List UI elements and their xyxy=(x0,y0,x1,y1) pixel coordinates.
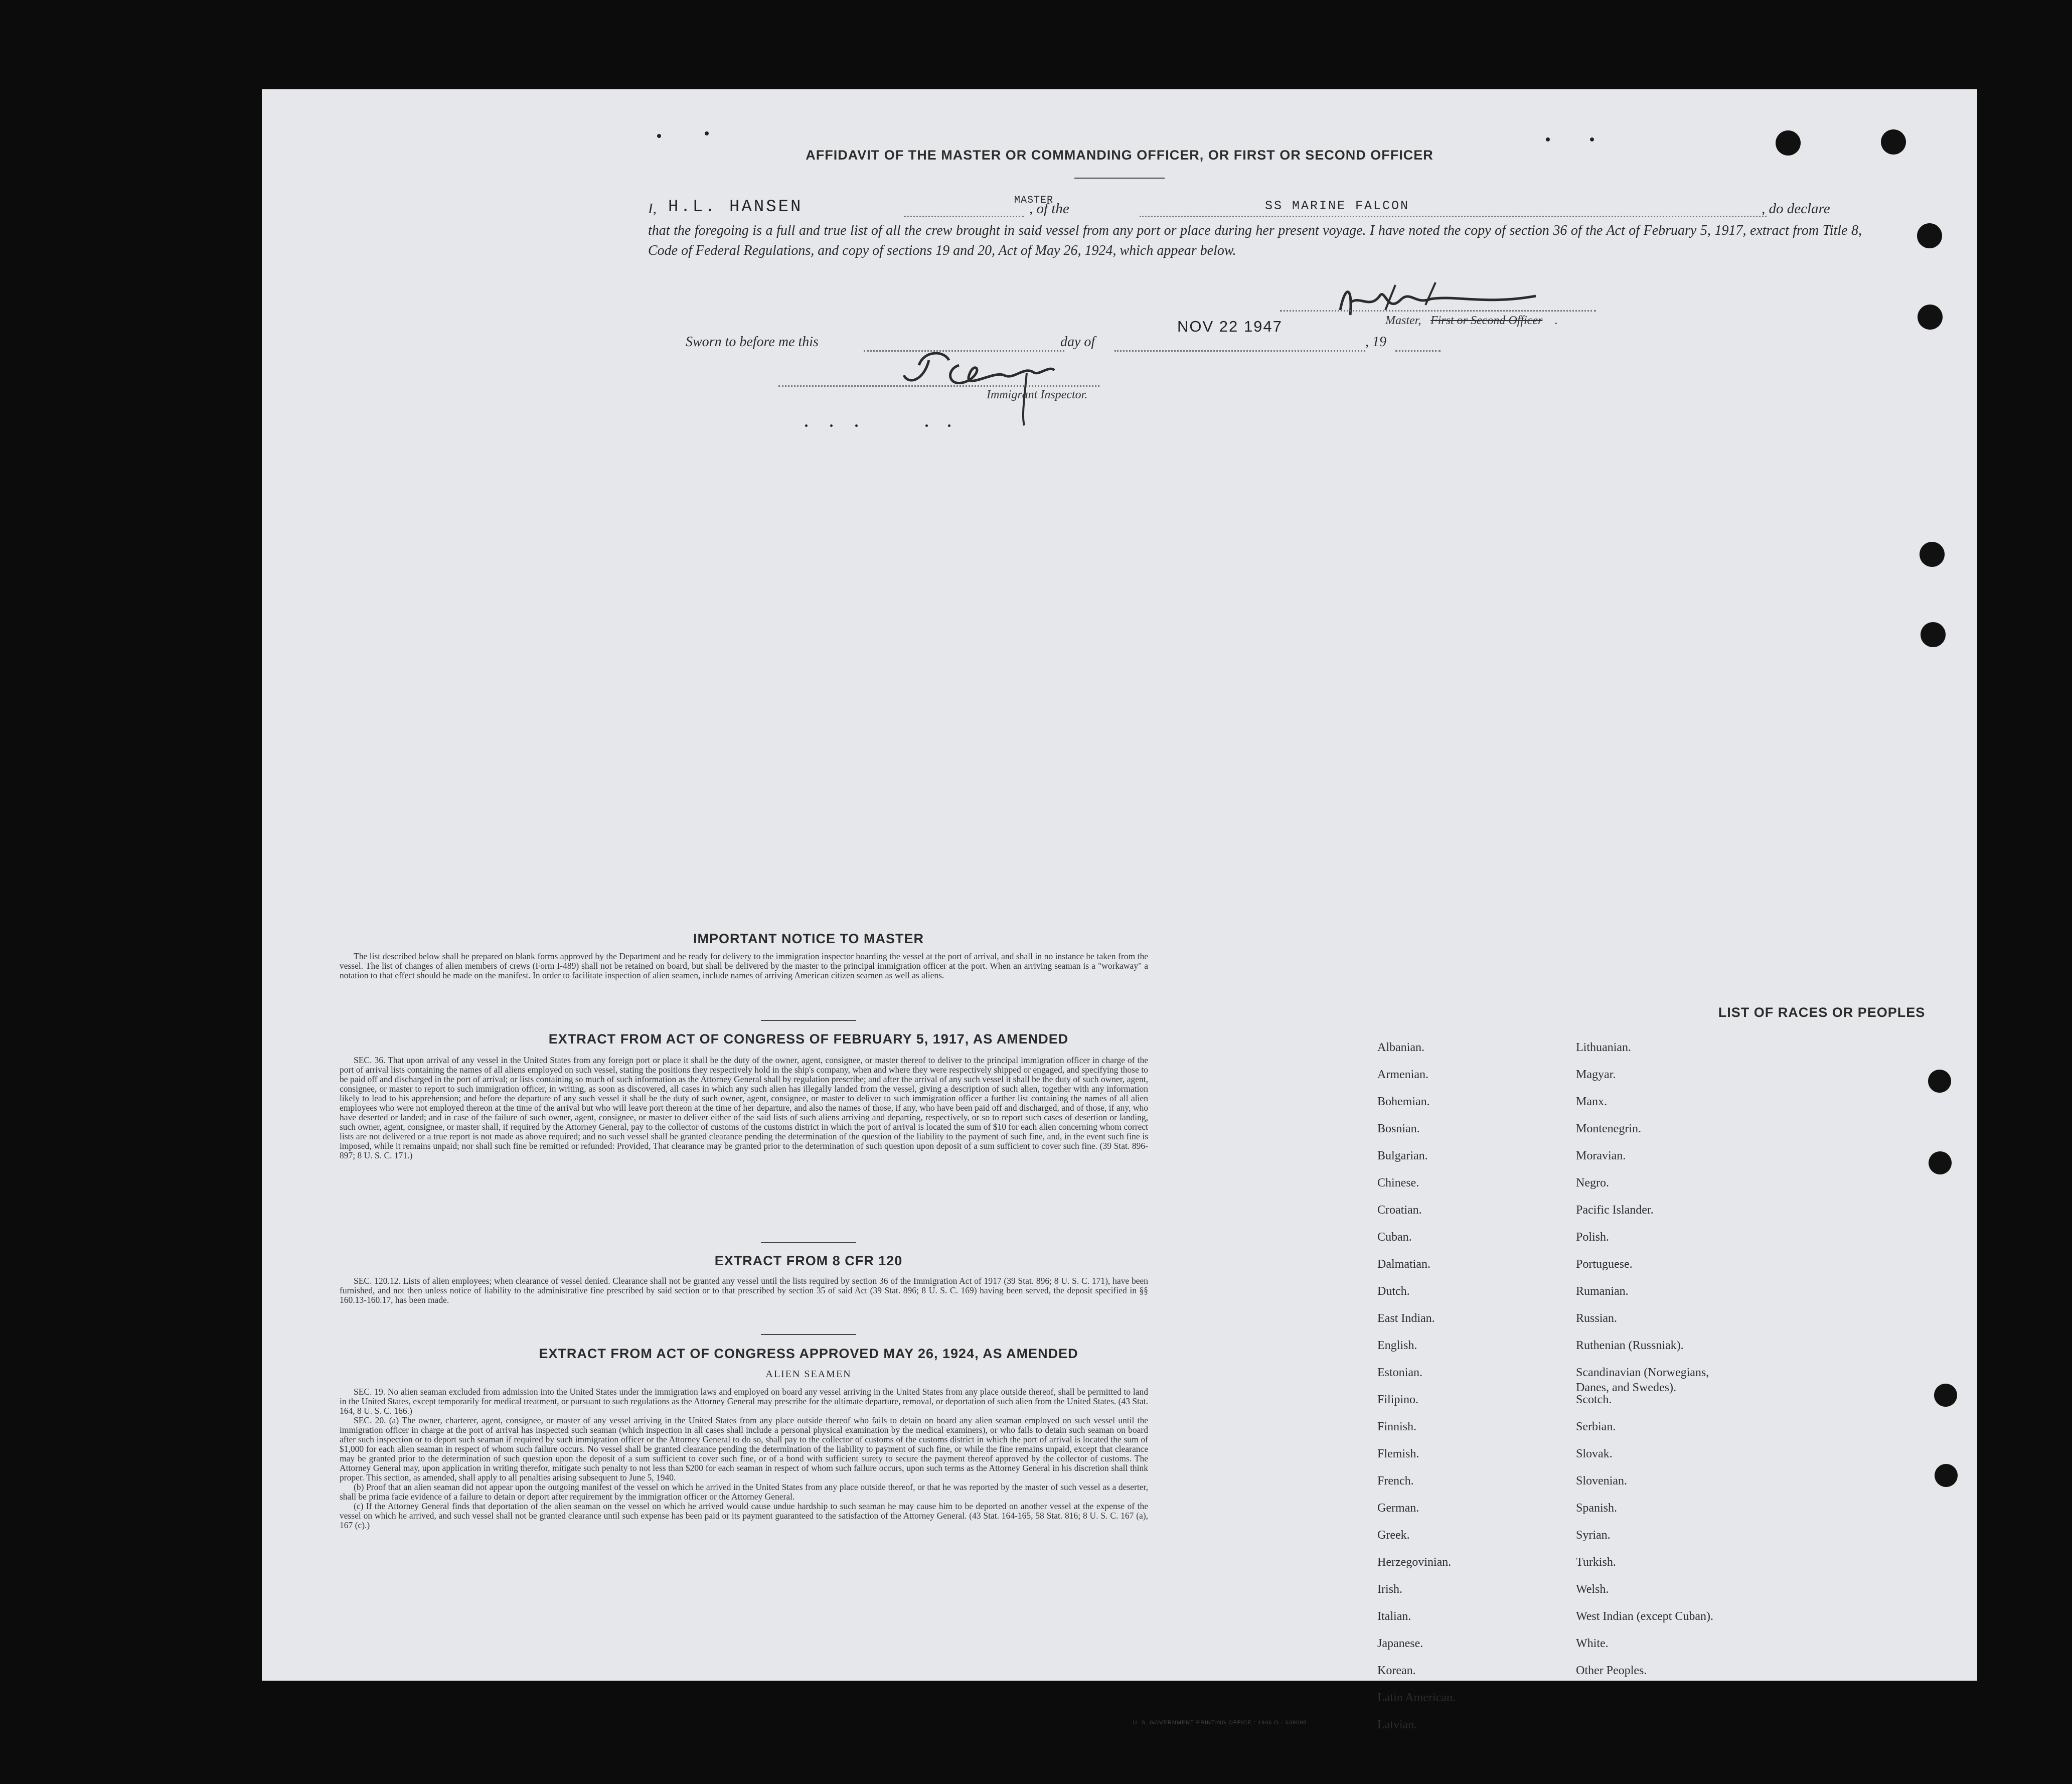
race-item: Finnish. xyxy=(1377,1420,1417,1433)
race-item: Danes, and Swedes). xyxy=(1576,1381,1676,1394)
race-item: Ruthenian (Russniak). xyxy=(1576,1339,1684,1352)
race-item: Herzegovinian. xyxy=(1377,1556,1452,1569)
race-item: White. xyxy=(1576,1637,1609,1650)
officer-struck-label: First or Second Officer xyxy=(1430,314,1543,327)
document-sheet xyxy=(262,89,1977,1731)
alien-seamen-subtitle: ALIEN SEAMEN xyxy=(765,1369,852,1380)
race-item: Moravian. xyxy=(1576,1149,1626,1162)
race-item: Magyar. xyxy=(1576,1068,1616,1081)
race-item: Other Peoples. xyxy=(1576,1664,1647,1677)
race-item: Dutch. xyxy=(1377,1285,1410,1298)
sworn-label: Sworn to before me this xyxy=(686,334,819,350)
race-item: Latin American. xyxy=(1377,1691,1456,1704)
race-item: Rumanian. xyxy=(1576,1285,1629,1298)
race-item: Korean. xyxy=(1377,1664,1416,1677)
race-item: English. xyxy=(1377,1339,1417,1352)
race-item: Spanish. xyxy=(1576,1502,1618,1515)
race-item: West Indian (except Cuban). xyxy=(1576,1610,1713,1623)
race-item: French. xyxy=(1377,1474,1414,1488)
race-item: Italian. xyxy=(1377,1610,1411,1623)
race-item: German. xyxy=(1377,1502,1419,1515)
race-item: Serbian. xyxy=(1576,1420,1616,1433)
race-item: Dalmatian. xyxy=(1377,1258,1430,1271)
race-item: Cuban. xyxy=(1377,1231,1412,1244)
race-item: Estonian. xyxy=(1377,1366,1422,1379)
race-item: Albanian. xyxy=(1377,1041,1424,1054)
declaration-prefix: I, xyxy=(648,201,657,217)
race-item: Bulgarian. xyxy=(1377,1149,1428,1162)
race-item: Croatian. xyxy=(1377,1204,1422,1217)
race-item: Scotch. xyxy=(1576,1393,1612,1406)
race-item: Latvian. xyxy=(1377,1718,1417,1731)
race-item: Montenegrin. xyxy=(1576,1122,1641,1135)
race-item: Lithuanian. xyxy=(1576,1041,1631,1054)
punch-hole xyxy=(1921,622,1946,647)
officer-end: . xyxy=(1555,314,1558,327)
race-item: East Indian. xyxy=(1377,1312,1435,1325)
race-item: Pacific Islander. xyxy=(1576,1204,1654,1217)
punch-hole xyxy=(1929,1151,1952,1174)
extract-1917-body: SEC. 36. That upon arrival of any vessel in the United States from any foreign port or place it shall be the duty of the owner, agent, consignee, or master thereof to deliver to the principal immigration officer in charge of the port of arrival lists containing the names of all aliens employed on such vessel, stating the positions they respectively hold in the ship's company, when and where they were respectively shipped or engaged, and specifying those to be paid off and discharged in the port of arrival; or lists containing so much of such information as the Attorney General shall by regulation prescribe; and after the arrival of any such vessel it shall be the duty of such owner, agent, consignee, or master to report to such immigration officer, in writing, as soon as discovered, all cases in which any such alien has illegally landed from the vessel, giving a description of such alien, together with any information likely to lead to his apprehension; and before the departure of any such vessel it shall be the duty of such owner, agent, consignee, or master to deliver to such immigration officer a further list containing the names of all alien employees who were not employed thereon at the time of the arrival but who will leave port thereon at the time of her departure, and also the names of those, if any, who have been paid off and discharged, and of those, if any, who have deserted or landed; and in case of the failure of such owner, agent, consignee, or master to deliver either of the said lists of such aliens arriving and departing, respectively, or so to report such cases of desertion or landing, such owner, agent, consignee, or master shall, if required by the Attorney General, pay to the collector of customs of the customs district in which the port of arrival is located the sum of $10 for each alien concerning whom correct lists are not delivered or a true report is not made as above required; and no such vessel shall be granted clearance pending the determination of the question of the liability to the payment of such fine, and, in the event such fine is imposed, while it remains unpaid; nor shall such fine be remitted or refunded: Provided, That clearance may be granted prior to the determination of such question upon deposit of a sum sufficient to cover such fine. (39 Stat. 896-897; 8 U. S. C. 171.) xyxy=(340,1055,1148,1160)
race-item: Portuguese. xyxy=(1576,1258,1633,1271)
declaration-body: that the foregoing is a full and true list of all the crew brought in said vessel from any port or place during her present voyage. I have noted the copy of section 36 of the Act of February 5, 1917, extract from Title 8, Code of Federal Regulations, and copy of sections 19 and 20, Act of May 26, 1924, which appear below. xyxy=(648,223,1862,258)
inspector-signature xyxy=(889,345,1079,430)
race-item: Chinese. xyxy=(1377,1176,1419,1190)
extract-cfr-body: SEC. 120.12. Lists of alien employees; when clearance of vessel denied. Clearance shall not be granted any vessel until the lists required by section 36 of the Immigration Act of 1917 (39 Stat. 896; 8 U. S. C. 171), have been furnished, and not then unless notice of liability to the administrative fine prescribed by said section or to that prescribed by section 35 of said Act (39 Stat. 896; 8 U. S. C. 169) having been served, the deposit specified in §§ 160.13-160.17, has been made. xyxy=(340,1276,1148,1305)
race-item: Russian. xyxy=(1576,1312,1618,1325)
race-item: Negro. xyxy=(1576,1176,1609,1190)
race-item: Bosnian. xyxy=(1377,1122,1420,1135)
master-name-field: H.L. HANSEN xyxy=(668,198,803,217)
race-item: Greek. xyxy=(1377,1529,1410,1542)
do-declare-label: , do declare xyxy=(1762,201,1830,217)
affidavit-title: AFFIDAVIT OF THE MASTER OR COMMANDING OFFICER, OR FIRST OR SECOND OFFICER xyxy=(806,147,1433,163)
race-item: Bohemian. xyxy=(1377,1095,1430,1108)
vessel-name-field: SS MARINE FALCON xyxy=(1265,199,1410,213)
punch-hole xyxy=(1881,129,1906,155)
race-item: Slovenian. xyxy=(1576,1474,1627,1488)
race-item: Japanese. xyxy=(1377,1637,1423,1650)
rank-field: MASTER xyxy=(1014,195,1054,206)
race-item: Irish. xyxy=(1377,1583,1402,1596)
master-label: Master, xyxy=(1385,314,1421,327)
race-item: Manx. xyxy=(1576,1095,1607,1108)
extract-1924-title: EXTRACT FROM ACT OF CONGRESS APPROVED MAY 26, 1924, AS AMENDED xyxy=(539,1346,1078,1361)
race-item: Scandinavian (Norwegians, xyxy=(1576,1366,1709,1379)
punch-hole xyxy=(1920,542,1945,567)
punch-hole xyxy=(1917,223,1942,248)
extract-1924-body: SEC. 19. No alien seaman excluded from admission into the United States under the immigration laws and employed on board any vessel arriving in the United States from any place outside thereof, shall be permitted to land in the United States, except temporarily for medical treatment, or pursuant to such regulations as the Attorney General may prescribe for the ultimate departure, removal, or deportation of such alien from the United States. (43 Stat. 164, 8 U. S. C. 166.) SEC. 20. (a) The owner, charterer, agent, consignee, or master of any vessel arriving in the United States from any place outside thereof who fails to detain on board any alien seaman employed on such vessel until the immigration officer in charge at the port of arrival has inspected such seaman (which inspection in all cases shall include a personal physical examination by the medical examiners), or who fails to detain such seaman on board after such inspection or to deport such seaman if required by such immigration officer or the Attorney General to do so, shall pay to the collector of customs of the customs district in which the port of arrival is located the sum of $1,000 for each alien seaman in respect of whom such failure occurs. No vessel shall be granted clearance pending the determination of the liability to payment of such fine, or while the fine remains unpaid, except that clearance may be granted prior to the determination of such question upon the deposit of a sum sufficient to cover such fine, or of a bond with sufficient surety to secure the payment thereof approved by the collector of customs. The Attorney General may, upon application in writing therefor, mitigate such penalty to not less than $200 for each seaman in respect of whom such failure occurs, upon such terms as the Attorney General in his discretion shall think proper. This section, as amended, shall apply to all penalties arising subsequent to June 5, 1940. (b) Proof that an alien seaman did not appear upon the outgoing manifest of the vessel on which he arrived in the United States from any place outside thereof, or that he was reported by the master of such vessel as a deserter, shall be prima facie evidence of a failure to detain or deport after requirement by the immigration officer or the Attorney General. (c) If the Attorney General finds that deportation of the alien seaman on the vessel on which he arrived would cause undue hardship to such seaman he may cause him to be deported on another vessel at the expense of the vessel on which he arrived, and such vessel shall not be granted clearance until such expense has been paid or its payment guaranteed to the satisfaction of the Attorney General. (43 Stat. 164-165, 58 Stat. 816; 8 U. S. C. 167 (a), 167 (c).) xyxy=(340,1387,1148,1530)
extract-cfr-title: EXTRACT FROM 8 CFR 120 xyxy=(714,1253,903,1268)
title-divider xyxy=(1074,178,1165,179)
punch-hole xyxy=(1918,305,1943,330)
of-the-label: , of the xyxy=(1029,201,1069,217)
inspector-label: Immigrant Inspector. xyxy=(987,388,1088,401)
race-item: Polish. xyxy=(1576,1231,1610,1244)
printing-office-footer: U. S. GOVERNMENT PRINTING OFFICE : 1946 O - 639098 xyxy=(1133,1720,1307,1726)
race-item: Welsh. xyxy=(1576,1583,1609,1596)
extract-1917-title: EXTRACT FROM ACT OF CONGRESS OF FEBRUARY 5, 1917, AS AMENDED xyxy=(548,1031,1069,1047)
races-title: LIST OF RACES OR PEOPLES xyxy=(1718,1005,1926,1020)
notice-body: The list described below shall be prepared on blank forms approved by the Department and be ready for delivery to the immigration inspector boarding the vessel at the port of arrival, and shall in no instance be taken from the vessel. The list of changes of alien members of crews (Form I-489) shall not be retained on board, but shall be delivered by the master to the principal immigration officer at the port. When an arriving seaman is a "workaway" a notation to that effect should be made on the manifest. In order to facilitate inspection of alien seamen, include names of arriving American citizen seamen as well as aliens. xyxy=(340,951,1148,980)
race-item: Filipino. xyxy=(1377,1393,1419,1406)
punch-hole xyxy=(1928,1070,1951,1093)
punch-hole xyxy=(1776,130,1801,156)
race-item: Armenian. xyxy=(1377,1068,1428,1081)
year-label: , 19 xyxy=(1365,334,1386,350)
punch-hole xyxy=(1934,1384,1957,1407)
race-item: Slovak. xyxy=(1576,1447,1613,1460)
race-item: Turkish. xyxy=(1576,1556,1616,1569)
race-item: Flemish. xyxy=(1377,1447,1419,1460)
date-stamp: NOV 22 1947 xyxy=(1177,318,1283,335)
day-of-label: day of xyxy=(1060,334,1095,350)
notice-title: IMPORTANT NOTICE TO MASTER xyxy=(693,931,924,946)
race-item: Syrian. xyxy=(1576,1529,1611,1542)
punch-hole xyxy=(1935,1464,1958,1487)
